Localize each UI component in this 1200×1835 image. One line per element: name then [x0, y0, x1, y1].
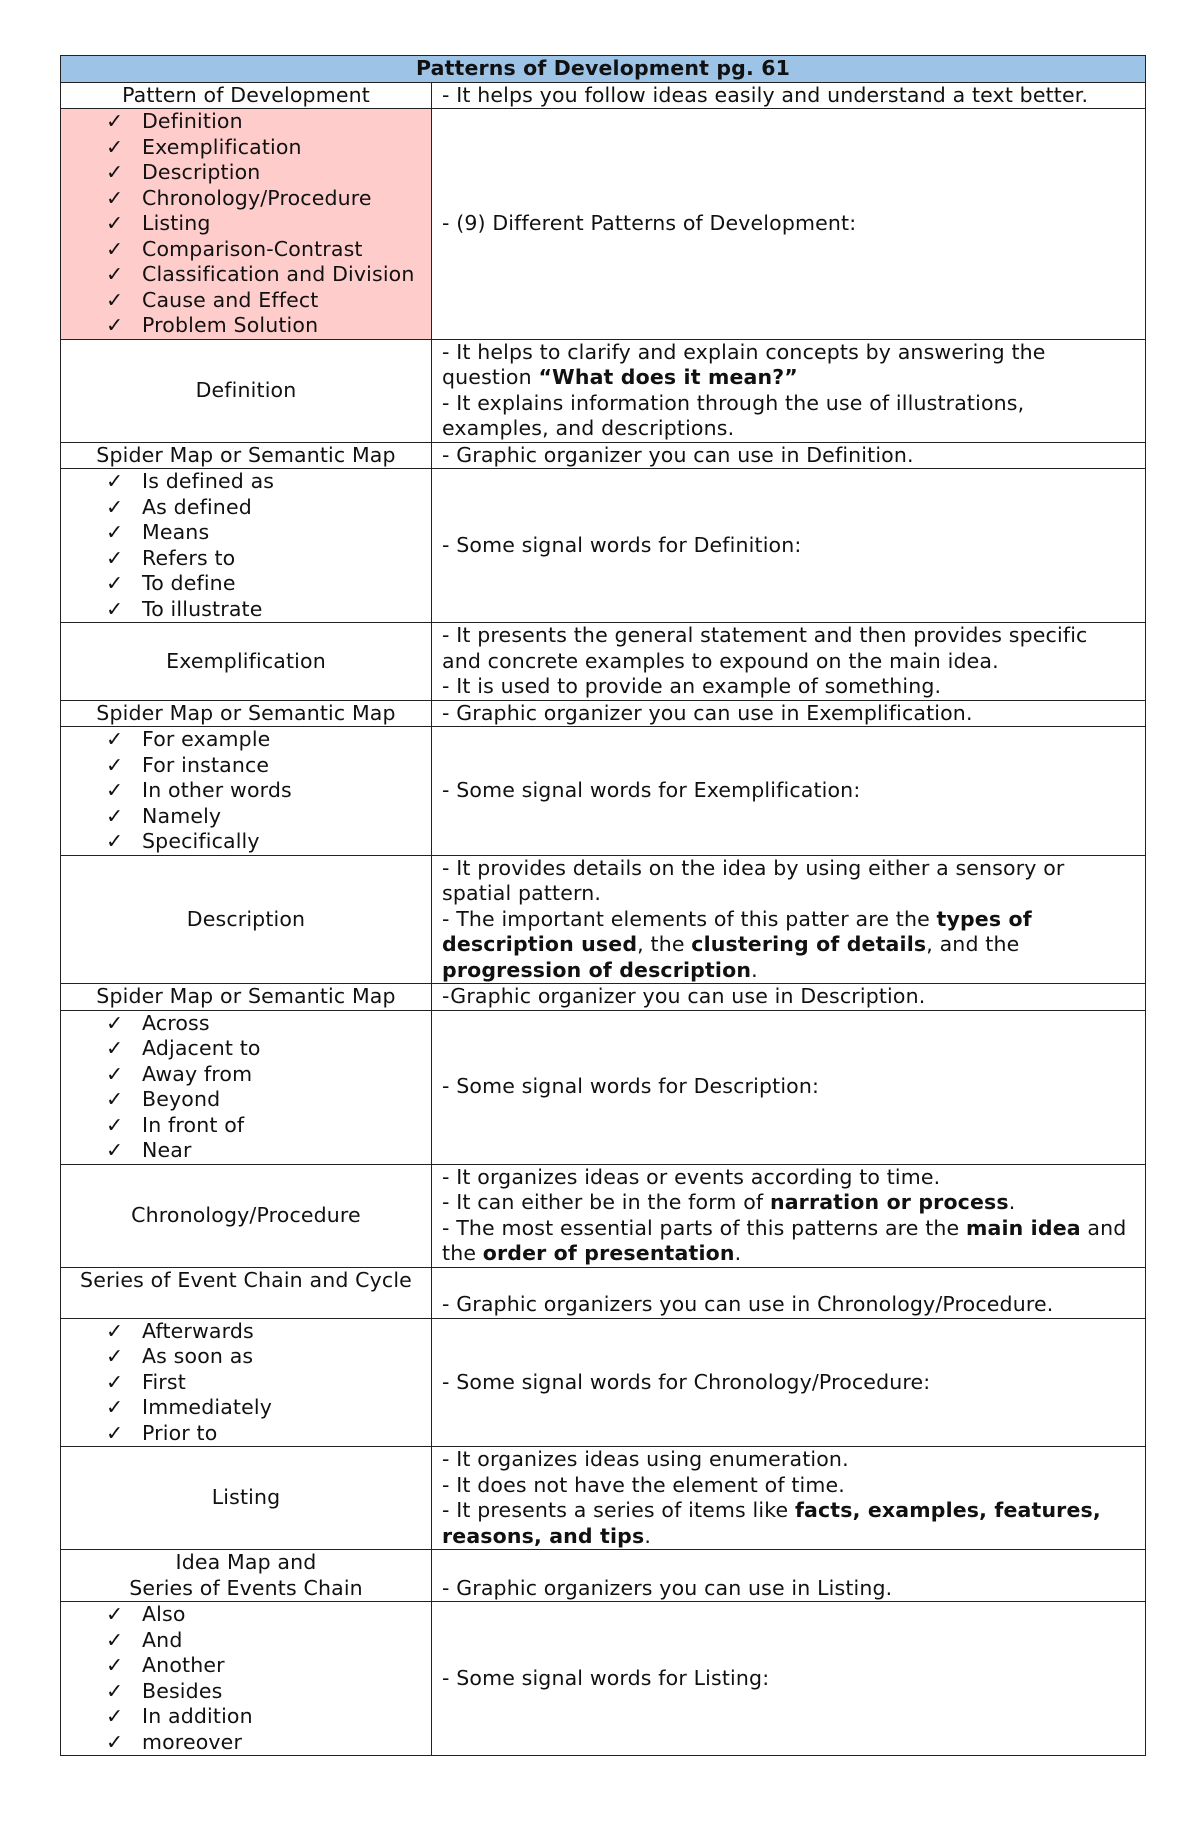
- checkmark-icon: ✓: [106, 1704, 124, 1728]
- row-label: Pattern of Development: [61, 82, 432, 109]
- checkmark-icon: ✓: [106, 160, 124, 184]
- checkmark-icon: ✓: [106, 1602, 124, 1626]
- row-text: [432, 1164, 1146, 1267]
- list-item-label: Also: [142, 1602, 186, 1626]
- list-item: [106, 313, 431, 339]
- text-span: .: [644, 1523, 652, 1548]
- checkmark-icon: ✓: [106, 262, 124, 286]
- row-text: - Some signal words for Listing:: [432, 1602, 1146, 1756]
- checkmark-icon: ✓: [106, 287, 124, 312]
- list-item-label: First: [142, 1369, 186, 1394]
- list-item-label: Exemplification: [142, 134, 302, 159]
- row-text: - Graphic organizers you can use in Listing.: [432, 1550, 1146, 1602]
- text-span: and the: [442, 1215, 1127, 1265]
- bold-text: main idea: [965, 1215, 1081, 1240]
- text-line: [442, 907, 1133, 984]
- list-item: [106, 1653, 431, 1679]
- list-item: [106, 109, 431, 135]
- text-line: - It presents the general statement and then provides specific and concrete examples to expound on the main idea.: [442, 623, 1088, 673]
- list-item-label: moreover: [142, 1729, 243, 1754]
- row-label: Chronology/Procedure: [61, 1164, 432, 1267]
- list-item-label: And: [142, 1627, 183, 1652]
- checkmark-icon: ✓: [106, 1678, 124, 1703]
- checklist: [61, 1011, 431, 1164]
- text-line: - It organizes ideas or events according to time.: [442, 1164, 941, 1189]
- checkmark-icon: ✓: [106, 803, 124, 828]
- list-item: [106, 237, 431, 263]
- text-line: [442, 1190, 1133, 1216]
- row-text: - (9) Different Patterns of Development:: [432, 109, 1146, 340]
- checkmark-icon: ✓: [106, 1729, 124, 1754]
- row-label: Definition: [61, 339, 432, 442]
- checkmark-icon: ✓: [106, 313, 124, 337]
- text-line: [442, 1498, 1133, 1549]
- signal-words-cell: [61, 727, 432, 856]
- signal-words-cell: [61, 1010, 432, 1164]
- row-text: - Graphic organizer you can use in Definition.: [432, 442, 1146, 469]
- checklist: [61, 1319, 431, 1447]
- list-item-label: Adjacent to: [142, 1036, 261, 1060]
- list-item-label: In front of: [142, 1112, 245, 1137]
- signal-words-cell: [61, 1602, 432, 1756]
- list-item: [106, 520, 431, 546]
- checkmark-icon: ✓: [106, 211, 124, 235]
- list-item-label: Prior to: [142, 1420, 218, 1445]
- list-item-label: Near: [142, 1138, 192, 1162]
- list-item: [106, 829, 431, 855]
- checkmark-icon: ✓: [106, 1036, 124, 1060]
- checkmark-icon: ✓: [106, 545, 124, 570]
- signal-words-cell: [61, 469, 432, 623]
- list-item: [106, 262, 431, 288]
- text-line: - It explains information through the use of illustrations, examples, and descriptions.: [442, 390, 1025, 440]
- text-line: - It does not have the element of time.: [442, 1472, 845, 1497]
- list-item-label: For example: [142, 727, 271, 751]
- text-span: .: [734, 1241, 742, 1265]
- list-item-label: Description: [142, 160, 261, 184]
- checkmark-icon: ✓: [106, 727, 124, 751]
- checkmark-icon: ✓: [106, 494, 124, 519]
- table-title: Patterns of Development pg. 61: [61, 56, 1146, 83]
- row-label: Exemplification: [61, 623, 432, 701]
- checkmark-icon: ✓: [106, 571, 124, 595]
- table-row: [61, 1550, 1146, 1602]
- row-text: - Some signal words for Description:: [432, 1010, 1146, 1164]
- bold-text: order of presentation: [482, 1241, 735, 1265]
- list-item: [106, 1087, 431, 1113]
- table-row: [61, 1447, 1146, 1550]
- list-item-label: Immediately: [142, 1395, 272, 1419]
- row-text: [432, 855, 1146, 984]
- text-line: - It provides details on the idea by using either a sensory or spatial pattern.: [442, 855, 1065, 905]
- list-item-label: Refers to: [142, 545, 236, 570]
- list-item: [106, 1344, 431, 1370]
- list-item: [106, 186, 431, 212]
- checkmark-icon: ✓: [106, 1112, 124, 1137]
- checklist: [61, 469, 431, 622]
- list-item: [106, 727, 431, 753]
- patterns-table: [60, 55, 1146, 1756]
- list-item: [106, 1138, 431, 1164]
- list-item: [106, 1319, 431, 1345]
- list-item-label: Means: [142, 520, 210, 544]
- bold-text: facts, examples, features, reasons, and tips: [442, 1498, 1101, 1548]
- text-line: - It is used to provide an example of something.: [442, 674, 942, 698]
- signal-words-cell: [61, 1318, 432, 1447]
- checkmark-icon: ✓: [106, 1627, 124, 1652]
- row-text: [432, 1447, 1146, 1550]
- table-row: [61, 727, 1146, 856]
- list-item: [106, 1602, 431, 1628]
- list-item-label: Definition: [142, 109, 243, 133]
- table-row: [61, 109, 1146, 340]
- list-item-label: Afterwards: [142, 1318, 254, 1343]
- bold-text: types of description used: [442, 906, 1032, 956]
- row-text: [432, 623, 1146, 701]
- checkmark-icon: ✓: [106, 1369, 124, 1394]
- table-row: [61, 469, 1146, 623]
- row-label: Spider Map or Semantic Map: [61, 984, 432, 1011]
- list-item: [106, 288, 431, 314]
- list-item-label: As defined: [142, 494, 252, 519]
- list-item-label: Namely: [142, 803, 222, 828]
- list-item-label: Across: [142, 1010, 210, 1035]
- bold-text: “What does it mean?”: [538, 365, 798, 389]
- row-label: Series of Event Chain and Cycle: [61, 1267, 432, 1318]
- list-item: [106, 1730, 431, 1756]
- checkmark-icon: ✓: [106, 1061, 124, 1086]
- text-span: .: [1008, 1190, 1016, 1214]
- list-item: [106, 778, 431, 804]
- bold-text: clustering of details: [691, 932, 927, 956]
- checkmark-icon: ✓: [106, 778, 124, 802]
- row-label: Description: [61, 855, 432, 984]
- list-item: [106, 1704, 431, 1730]
- list-item-label: Is defined as: [142, 469, 275, 493]
- list-item: [106, 1011, 431, 1037]
- text-span: .: [751, 957, 758, 982]
- table-row: [61, 339, 1146, 442]
- list-item: [106, 135, 431, 161]
- checklist: [61, 1602, 431, 1755]
- list-item-label: As soon as: [142, 1344, 254, 1368]
- text-line: Series of Events Chain: [129, 1575, 363, 1600]
- checkmark-icon: ✓: [106, 1395, 124, 1419]
- table-row: [61, 700, 1146, 727]
- text-line: [442, 1216, 1133, 1267]
- checkmark-icon: ✓: [106, 1653, 124, 1677]
- checkmark-icon: ✓: [106, 1420, 124, 1445]
- list-item-label: Chronology/Procedure: [142, 185, 372, 210]
- table-row: [61, 1318, 1146, 1447]
- table-row: [61, 1267, 1146, 1318]
- list-item: [106, 1062, 431, 1088]
- table-row: [61, 855, 1146, 984]
- list-item-label: For instance: [142, 752, 270, 777]
- text-line: [442, 340, 1133, 391]
- row-text: - It helps you follow ideas easily and understand a text better.: [432, 82, 1146, 109]
- row-text: - Some signal words for Exemplification:: [432, 727, 1146, 856]
- list-item: [106, 160, 431, 186]
- list-item: [106, 1628, 431, 1654]
- list-item: [106, 1395, 431, 1421]
- checkmark-icon: ✓: [106, 236, 124, 261]
- list-item: [106, 1370, 431, 1396]
- list-item-label: Besides: [142, 1678, 223, 1703]
- row-label: Listing: [61, 1447, 432, 1550]
- checklist: [61, 727, 431, 855]
- list-item: [106, 469, 431, 495]
- text-line: Idea Map and: [175, 1550, 317, 1574]
- checkmark-icon: ✓: [106, 469, 124, 493]
- row-text: - Graphic organizers you can use in Chronology/Procedure.: [432, 1267, 1146, 1318]
- table-row: [61, 1010, 1146, 1164]
- table-row: [61, 984, 1146, 1011]
- text-line: - It organizes ideas using enumeration.: [442, 1447, 849, 1471]
- list-item: [106, 804, 431, 830]
- row-text: - Graphic organizer you can use in Exemplification.: [432, 700, 1146, 727]
- list-item-label: Comparison-Contrast: [142, 236, 363, 261]
- list-item: [106, 1421, 431, 1447]
- list-item-label: To define: [142, 571, 236, 595]
- text-span: - The important elements of this patter are the: [442, 906, 937, 931]
- list-item: [106, 597, 431, 623]
- list-item-label: Away from: [142, 1061, 253, 1086]
- patterns-checklist-cell: [61, 109, 432, 340]
- checkmark-icon: ✓: [106, 134, 124, 159]
- checkmark-icon: ✓: [106, 1138, 124, 1162]
- list-item: [106, 571, 431, 597]
- list-item-label: Problem Solution: [142, 313, 319, 337]
- list-item-label: Classification and Division: [142, 262, 415, 286]
- checkmark-icon: ✓: [106, 752, 124, 777]
- bold-text: progression of description: [442, 957, 752, 982]
- list-item: [106, 1113, 431, 1139]
- checkmark-icon: ✓: [106, 829, 124, 853]
- row-label: Spider Map or Semantic Map: [61, 442, 432, 469]
- list-item-label: Cause and Effect: [142, 287, 319, 312]
- table-row: [61, 623, 1146, 701]
- text-span: - The most essential parts of this patterns are the: [442, 1215, 966, 1240]
- row-text: - Some signal words for Definition:: [432, 469, 1146, 623]
- checkmark-icon: ✓: [106, 1010, 124, 1035]
- row-text: -Graphic organizer you can use in Description.: [432, 984, 1146, 1011]
- list-item-label: Listing: [142, 211, 211, 235]
- checkmark-icon: ✓: [106, 1318, 124, 1343]
- list-item: [106, 546, 431, 572]
- table-row: [61, 442, 1146, 469]
- text-span: , and the: [926, 932, 1020, 956]
- table-row: [61, 1164, 1146, 1267]
- list-item: [106, 1679, 431, 1705]
- checkmark-icon: ✓: [106, 520, 124, 544]
- checkmark-icon: ✓: [106, 1087, 124, 1111]
- text-span: - It helps to clarify and explain concepts by answering the question: [442, 339, 1046, 389]
- list-item: [106, 495, 431, 521]
- row-text: [432, 339, 1146, 442]
- list-item-label: Beyond: [142, 1087, 221, 1111]
- list-item: [106, 753, 431, 779]
- bold-text: narration or process: [769, 1190, 1009, 1214]
- table-row: [61, 82, 1146, 109]
- checkmark-icon: ✓: [106, 1344, 124, 1368]
- row-label: Spider Map or Semantic Map: [61, 700, 432, 727]
- list-item-label: To illustrate: [142, 596, 263, 621]
- table-row: [61, 1602, 1146, 1756]
- checkmark-icon: ✓: [106, 185, 124, 210]
- list-item-label: In other words: [142, 778, 292, 802]
- checkmark-icon: ✓: [106, 596, 124, 621]
- text-span: - It can either be in the form of: [442, 1190, 770, 1214]
- list-item-label: Another: [142, 1653, 225, 1677]
- row-text: - Some signal words for Chronology/Procedure:: [432, 1318, 1146, 1447]
- list-item: [106, 211, 431, 237]
- list-item-label: Specifically: [142, 829, 260, 853]
- title-row: [61, 56, 1146, 83]
- list-item: [106, 1036, 431, 1062]
- checklist: [61, 109, 431, 339]
- text-span: - It presents a series of items like: [442, 1498, 795, 1522]
- text-span: , the: [637, 932, 692, 956]
- row-label: [61, 1550, 432, 1602]
- checkmark-icon: ✓: [106, 109, 124, 133]
- list-item-label: In addition: [142, 1704, 253, 1728]
